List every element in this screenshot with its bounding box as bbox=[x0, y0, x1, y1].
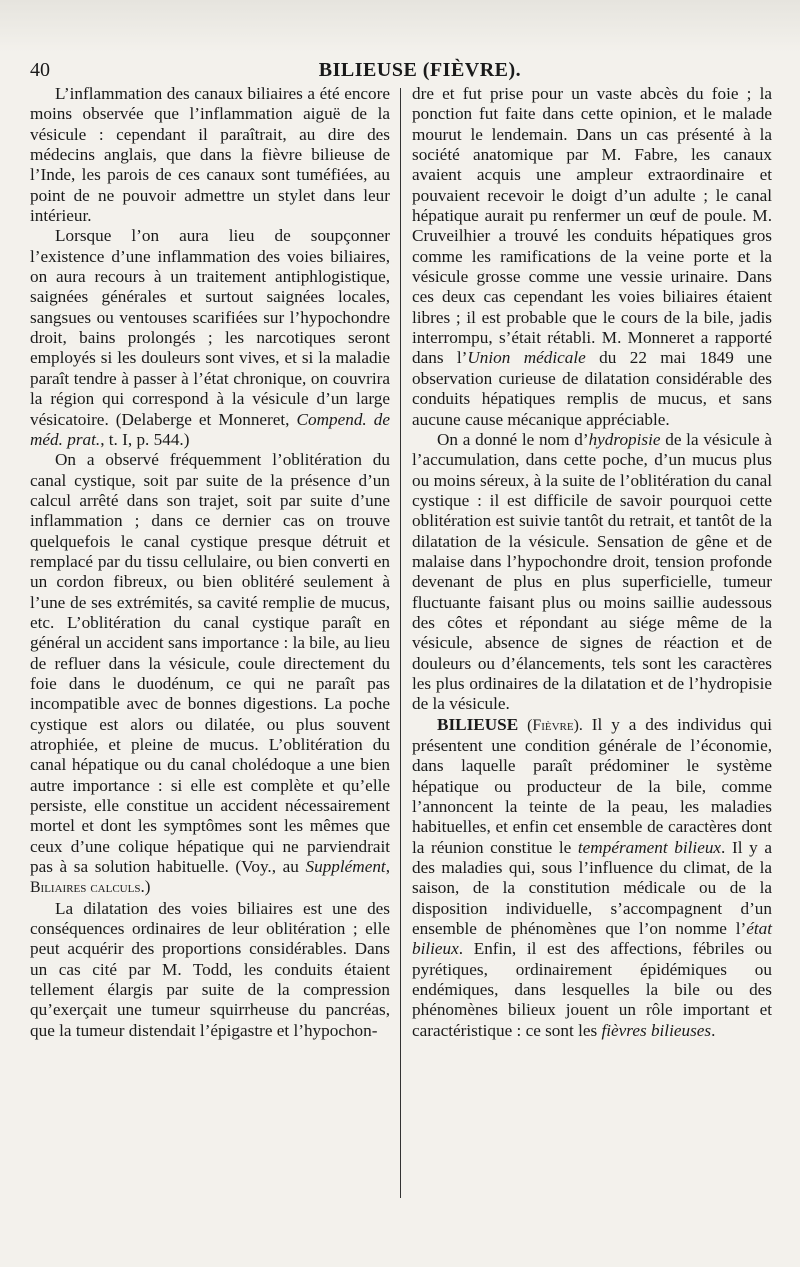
entry-paragraph bbox=[412, 715, 772, 1042]
paragraph: On a observé fréquemment l’oblitération du canal cystique, soit par suite de la présence d’un calcul arrêté dans son trajet, soit par suite d’une inflammation ; dans ce dernier cas on trouve quelquefois le canal cystique presque détruit et remplacé par du tissu cellulaire, ou bien converti en un cordon fibreux, ou bien oblitéré seulement à l’une de ses extrémités, sa cavité remplie de mucus, etc. L’oblitération du canal cystique paraît en général un accident sans importance : la bile, au lieu de refluer dans la vésicule, coule directement du foie dans le duodénum, ce qui ne paraît pas incompatible avec de bonnes digestions. La poche cystique est alors ou dilatée, ou plus souvent atrophiée, et pleine de mucus. L’oblitération du canal hépatique ou du canal cholédoque a une bien autre importance : si elle est complète et qu’elle persiste, elle constitue un accident nécessairement mortel et dont les symptômes sont les mêmes que ceux d’une colique hépatique qui ne parviendrait pas à sa solution habituelle. (Voy., au Supplément, Biliaires calculs.) bbox=[30, 450, 390, 897]
term: fièvres bilieuses bbox=[601, 1020, 712, 1040]
paragraph: La dilatation des voies biliaires est une des conséquences ordinaires de leur oblitération ; elle peut acquérir des proportions considérables. Dans un cas cité par M. Todd, les conduits étaient tellement élargis par suite de la compression qu’exerçait une tumeur squirrheuse du pancréas, que la tumeur distendait l’épigastre et l’hypochon- bbox=[30, 898, 390, 1040]
paragraph-text: . bbox=[711, 1020, 716, 1040]
reference-tail: , t. I, p. 544.) bbox=[100, 429, 190, 449]
reference-tail: .) bbox=[140, 877, 151, 897]
paragraph-text: du 22 mai 1849 une observation curieuse de dilatation considérable des conduits hépatiques remplis de mucus, et sans aucune cause mécanique appréciable. bbox=[412, 348, 772, 429]
paragraph-text: On a observé fréquemment l’oblitération du canal cystique, soit par suite de la présence d’un calcul arrêté dans son trajet, soit par suite d’une inflammation ; dans ce dernier cas on trouve quelquefois le canal cystique presque détruit et remplacé par du tissu cellulaire, ou bien converti en un cordon fibreux, ou bien oblitéré seulement à l’une de ses extrémités, sa cavité remplie de mucus, etc. L’oblitération du canal cystique paraît en général un accident sans importance : la bile, au lieu de refluer dans la vésicule, coule directement du foie dans le duodénum, ce qui ne paraît pas incompatible avec de bonnes digestions. La poche cystique est alors ou dilatée, ou plus souvent atrophiée, et pleine de mucus. L’oblitération du canal hépatique ou du canal cholédoque a une bien autre importance : si elle est complète et qu’elle persiste, elle constitue un accident nécessairement mortel et dont les symptômes sont les mêmes que ceux d’une colique hépatique qui ne parviendrait pas à sa solution habituelle. (Voy., au bbox=[30, 450, 390, 877]
bleed-through-area bbox=[0, 0, 800, 52]
paragraph-text: . Enfin, il est des affections, fébriles ou pyrétiques, ordinairement épidémiques ou endémiques, dans lesquelles la bile ou des phénomènes bilieux jouent un rôle important et caractéristique : ce sont les bbox=[412, 939, 772, 1040]
paragraph: L’inflammation des canaux biliaires a été encore moins observée que l’inflammation aiguë de la vésicule : cependant il paraîtrait, au dire des médecins anglais, que dans la fièvre bilieuse de l’Inde, les parois de ces canaux sont tuméfiées, au point de ne pouvoir admettre un stylet dans leur intérieur. bbox=[30, 84, 390, 226]
journal-title: Union médicale bbox=[467, 348, 586, 368]
column-divider bbox=[400, 88, 401, 1198]
paragraph bbox=[412, 84, 772, 430]
cross-reference: Biliaires calculs bbox=[30, 879, 141, 897]
right-column bbox=[412, 84, 772, 1041]
term: état bilieux bbox=[412, 919, 772, 959]
reference-title: Supplément bbox=[305, 857, 386, 877]
page-number: 40 bbox=[30, 59, 50, 81]
paragraph-text: Il y a des individus qui présentent une condition générale de l’économie, dans laquelle paraît prédominer le système hépatique ou producteur de la bile, comme l’annoncent la teinte de la peau, les maladies habituelles, et enfin cet ensemble de caractères dont la réunion constitue le bbox=[412, 714, 772, 857]
paragraph bbox=[412, 430, 772, 715]
reference-title: Compend. de méd. prat. bbox=[30, 409, 390, 449]
running-header bbox=[30, 56, 780, 84]
left-column bbox=[30, 84, 390, 1041]
entry-qualifier: (Fièvre). bbox=[527, 716, 583, 734]
entry-headword: BILIEUSE bbox=[437, 714, 519, 734]
paragraph-text: dre et fut prise pour un vaste abcès du foie ; la ponction fut faite dans cette opinion, et le malade mourut le lendemain. Dans un cas présenté à la société anatomique par M. Fabre, les canaux avaient acquis une ampleur extraordinaire et pouvaient recevoir le doigt d’un adulte ; le canal hépatique aurait pu renfermer un œuf de poule. M. Cruveilhier a trouvé les conduits hépatiques gros comme les ramifications de la veine porte et la vésicule grosse comme une vessie urinaire. Dans ces deux cas cependant les voies biliaires étaient libres ; il est probable que le cours de la bile, jadis interrompu, s’était rétabli. M. Monneret a rapporté dans l’ bbox=[412, 84, 772, 368]
running-title: BILIEUSE (FIÈVRE). bbox=[318, 59, 522, 81]
term: tempérament bilieux bbox=[577, 837, 722, 857]
paragraph bbox=[30, 226, 390, 450]
paragraph-text: . Il y a des maladies qui, sous l’influence du climat, de la saison, de la constitution médicale ou de la disposition individuelle, s’accompagnent d’un ensemble de phénomènes que l’on nomme l’ bbox=[412, 837, 772, 939]
paragraph-text: de la vésicule à l’accumulation, dans cette poche, d’un mucus plus ou moins séreux, à la suite de l’oblitération du canal cystique : il est difficile de savoir pourquoi cette oblitération est suivie tantôt du retrait, et tantôt de la dilatation de la vésicule. Sensation de gêne et de malaise dans l’hypochondre droit, tension profonde devenant de plus en plus superficielle, tumeur fluctuante faisant plus ou moins saillie audessous des côtes et répondant au siége même de la vésicule, absence de signes de réaction et de douleurs ou d’élancements, tels sont les caractères les plus ordinaires de la dilatation et de l’hydropisie de la vésicule. bbox=[412, 429, 772, 714]
paragraph-text: Lorsque l’on aura lieu de soupçonner l’existence d’une inflammation des voies biliaires, on aura recours à un traitement antiphlogistique, saignées générales et surtout saignées locales, sangsues ou ventouses scarifiées sur l’hypochondre droit, bains prolongés ; les narcotiques seront employés si les douleurs sont vives, et si la maladie paraît tendre à passer à l’état chronique, on couvrira la région qui correspond à la vésicule d’un large vésicatoire. (Delaberge et Monneret, bbox=[30, 226, 390, 429]
term: hydropisie bbox=[588, 429, 661, 449]
paragraph-text: On a donné le nom d’ bbox=[437, 429, 589, 449]
